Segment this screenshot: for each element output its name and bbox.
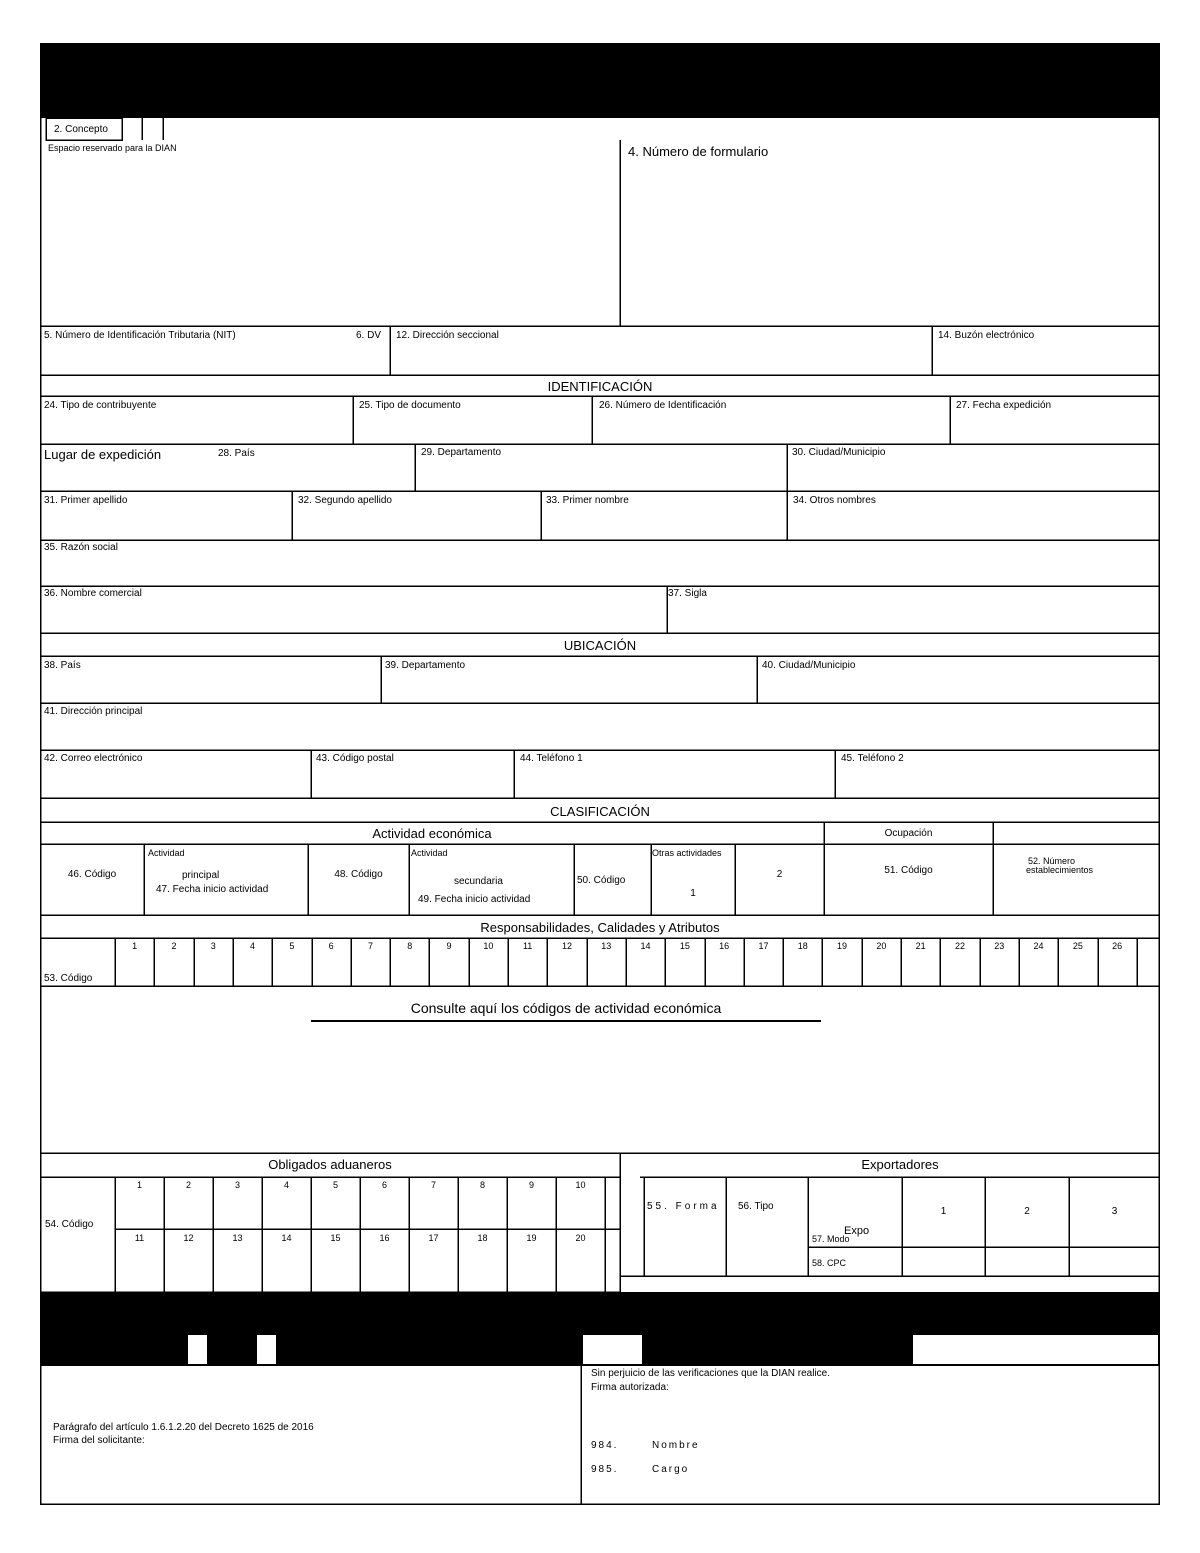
resp-number-11: 11 bbox=[522, 941, 533, 951]
dv-label: 6. DV bbox=[356, 330, 382, 341]
expo-col-1: 1 bbox=[940, 1206, 947, 1217]
actividad-secundaria-label-2: secundaria bbox=[454, 876, 503, 887]
signature-bar-box bbox=[188, 1335, 207, 1364]
resp-number-14: 14 bbox=[640, 941, 651, 951]
resp-number-6: 6 bbox=[328, 941, 334, 951]
actividad-secundaria-label: Actividad bbox=[411, 848, 448, 858]
header-bar bbox=[40, 43, 1160, 118]
codigo-postal-label: 43. Código postal bbox=[316, 753, 394, 764]
form-number-label: 4. Número de formulario bbox=[628, 144, 769, 159]
cpc-label: 58. CPC bbox=[812, 1258, 847, 1268]
obligados-number-8: 8 bbox=[479, 1180, 485, 1190]
resp-number-18: 18 bbox=[797, 941, 808, 951]
consulte-codigos-link[interactable]: Consulte aquí los códigos de actividad económica bbox=[410, 1000, 722, 1016]
fecha49-label: 49. Fecha inicio actividad bbox=[418, 894, 531, 905]
obligados-number-13: 13 bbox=[232, 1233, 243, 1243]
resp-number-3: 3 bbox=[210, 941, 216, 951]
responsabilidades-number-row bbox=[40, 940, 1160, 954]
resp-number-24: 24 bbox=[1033, 941, 1044, 951]
expo-col-3: 3 bbox=[1111, 1206, 1118, 1217]
ciudad-ubicacion-label: 40. Ciudad/Municipio bbox=[762, 660, 856, 671]
resp-number-21: 21 bbox=[915, 941, 926, 951]
obligados-number-16: 16 bbox=[379, 1233, 390, 1243]
cargo-number: 985. bbox=[591, 1464, 619, 1475]
resp-number-7: 7 bbox=[367, 941, 373, 951]
correo-label: 42. Correo electrónico bbox=[44, 753, 143, 764]
signature-bar-box bbox=[913, 1335, 1158, 1364]
pais-ubicacion-label: 38. País bbox=[44, 660, 81, 671]
sigla-label: 37. Sigla bbox=[668, 588, 707, 599]
obligados-number-5: 5 bbox=[332, 1180, 338, 1190]
responsabilidades-title: Responsabilidades, Calidades y Atributos bbox=[480, 920, 720, 935]
obligados-number-12: 12 bbox=[183, 1233, 194, 1243]
firma-autorizada-label: Firma autorizada: bbox=[591, 1382, 669, 1393]
obligados-number-15: 15 bbox=[330, 1233, 341, 1243]
resp-number-19: 19 bbox=[837, 941, 848, 951]
ocupacion-title: Ocupación bbox=[884, 828, 933, 839]
forma-label: 55. Forma bbox=[647, 1201, 720, 1212]
obligados-number-10: 10 bbox=[575, 1180, 586, 1190]
resp-number-16: 16 bbox=[719, 941, 730, 951]
otras-actividades-label: Otras actividades bbox=[652, 848, 722, 858]
obligados-row-1 bbox=[40, 1179, 620, 1193]
obligados-number-7: 7 bbox=[430, 1180, 436, 1190]
resp-number-20: 20 bbox=[876, 941, 887, 951]
segundo-apellido-label: 32. Segundo apellido bbox=[298, 495, 392, 506]
modo-label: 57. Modo bbox=[812, 1234, 850, 1244]
reserved-dian-label: Espacio reservado para la DIAN bbox=[48, 143, 177, 153]
resp-number-8: 8 bbox=[407, 941, 413, 951]
resp-number-1: 1 bbox=[132, 941, 138, 951]
obligados-number-18: 18 bbox=[477, 1233, 488, 1243]
paragrafo-text: Parágrafo del artículo 1.6.1.2.20 del Decreto 1625 de 2016 bbox=[53, 1422, 314, 1433]
codigo51-label: 51. Código bbox=[884, 865, 933, 876]
concept-label: 2. Concepto bbox=[54, 124, 108, 135]
primer-nombre-label: 33. Primer nombre bbox=[546, 495, 629, 506]
otros-nombres-label: 34. Otros nombres bbox=[793, 495, 876, 506]
resp-number-9: 9 bbox=[446, 941, 452, 951]
expo-col-2: 2 bbox=[1024, 1206, 1030, 1217]
resp-number-2: 2 bbox=[171, 941, 177, 951]
obligados-number-19: 19 bbox=[526, 1233, 537, 1243]
actividad-principal-label-2: principal bbox=[182, 870, 220, 881]
primer-apellido-label: 31. Primer apellido bbox=[44, 495, 128, 506]
expo-label: Expo bbox=[844, 1225, 870, 1237]
nombre-number: 984. bbox=[591, 1440, 619, 1451]
pais-label: 28. País bbox=[218, 448, 255, 459]
direccion-principal-label: 41. Dirección principal bbox=[44, 706, 143, 717]
num-establecimientos-label: 52. Número bbox=[1028, 856, 1076, 866]
obligados-number-4: 4 bbox=[283, 1180, 289, 1190]
otras-actividades-2: 2 bbox=[776, 869, 783, 880]
obligados-row-2 bbox=[40, 1232, 620, 1246]
nombre-label: Nombre bbox=[652, 1440, 700, 1451]
fecha47-label: 47. Fecha inicio actividad bbox=[156, 884, 269, 895]
ciudad-label: 30. Ciudad/Municipio bbox=[792, 447, 886, 458]
fecha-expedicion-label: 27. Fecha expedición bbox=[956, 400, 1052, 411]
codigo50-label: 50. Código bbox=[577, 875, 626, 886]
codigo54-label: 54. Código bbox=[45, 1219, 94, 1230]
obligados-number-3: 3 bbox=[234, 1180, 240, 1190]
obligados-number-14: 14 bbox=[281, 1233, 292, 1243]
rut-form bbox=[40, 43, 1160, 1505]
firma-solicitante-label: Firma del solicitante: bbox=[53, 1435, 145, 1446]
obligados-number-1: 1 bbox=[136, 1180, 142, 1190]
signature-bar-box bbox=[257, 1335, 276, 1364]
seccional-label: 12. Dirección seccional bbox=[396, 330, 499, 341]
lugar-expedicion-label: Lugar de expedición bbox=[44, 447, 162, 462]
razon-social-label: 35. Razón social bbox=[44, 542, 118, 553]
resp-number-4: 4 bbox=[250, 941, 256, 951]
actividad-principal-label: Actividad bbox=[148, 848, 185, 858]
clasificacion-title: CLASIFICACIÓN bbox=[550, 804, 650, 819]
resp-number-13: 13 bbox=[601, 941, 612, 951]
codigo53-label: 53. Código bbox=[44, 973, 93, 984]
codigo48-label: 48. Código bbox=[334, 869, 383, 880]
resp-number-12: 12 bbox=[561, 941, 572, 951]
tipo-documento-label: 25. Tipo de documento bbox=[359, 400, 461, 411]
tipo-contribuyente-label: 24. Tipo de contribuyente bbox=[44, 400, 157, 411]
departamento-ubicacion-label: 39. Departamento bbox=[385, 660, 466, 671]
obligados-number-9: 9 bbox=[528, 1180, 534, 1190]
resp-number-25: 25 bbox=[1072, 941, 1083, 951]
resp-number-26: 26 bbox=[1112, 941, 1123, 951]
num-establecimientos-label-2: establecimientos bbox=[1026, 865, 1094, 875]
actividad-economica-title: Actividad económica bbox=[372, 826, 492, 841]
exportadores-title: Exportadores bbox=[861, 1157, 939, 1172]
resp-number-15: 15 bbox=[679, 941, 690, 951]
obligados-number-6: 6 bbox=[381, 1180, 387, 1190]
resp-number-5: 5 bbox=[289, 941, 295, 951]
telefono1-label: 44. Teléfono 1 bbox=[520, 753, 583, 764]
otras-actividades-1: 1 bbox=[690, 888, 696, 899]
codigo46-label: 46. Código bbox=[67, 869, 117, 880]
buzon-label: 14. Buzón electrónico bbox=[938, 330, 1035, 341]
obligados-number-20: 20 bbox=[575, 1233, 586, 1243]
obligados-number-2: 2 bbox=[185, 1180, 191, 1190]
departamento-label: 29. Departamento bbox=[421, 447, 502, 458]
tipo-label: 56. Tipo bbox=[738, 1201, 774, 1212]
identificacion-title: IDENTIFICACIÓN bbox=[547, 379, 653, 394]
resp-number-10: 10 bbox=[483, 941, 494, 951]
nombre-comercial-label: 36. Nombre comercial bbox=[44, 588, 142, 599]
ubicacion-title: UBICACIÓN bbox=[563, 638, 637, 653]
telefono2-label: 45. Teléfono 2 bbox=[841, 753, 904, 764]
resp-number-17: 17 bbox=[758, 941, 769, 951]
nit-label: 5. Número de Identificación Tributaria (NIT) bbox=[44, 330, 236, 341]
cargo-label: Cargo bbox=[652, 1464, 690, 1475]
obligados-title: Obligados aduaneros bbox=[268, 1157, 392, 1172]
resp-number-22: 22 bbox=[954, 941, 965, 951]
sin-perjuicio-text: Sin perjuicio de las verificaciones que la DIAN realice. bbox=[591, 1368, 831, 1379]
obligados-number-17: 17 bbox=[428, 1233, 439, 1243]
numero-identificacion-label: 26. Número de Identificación bbox=[599, 400, 727, 411]
resp-number-23: 23 bbox=[994, 941, 1005, 951]
signature-bar-box bbox=[583, 1335, 642, 1364]
obligados-number-11: 11 bbox=[134, 1233, 145, 1243]
form-grid bbox=[40, 43, 1160, 1505]
